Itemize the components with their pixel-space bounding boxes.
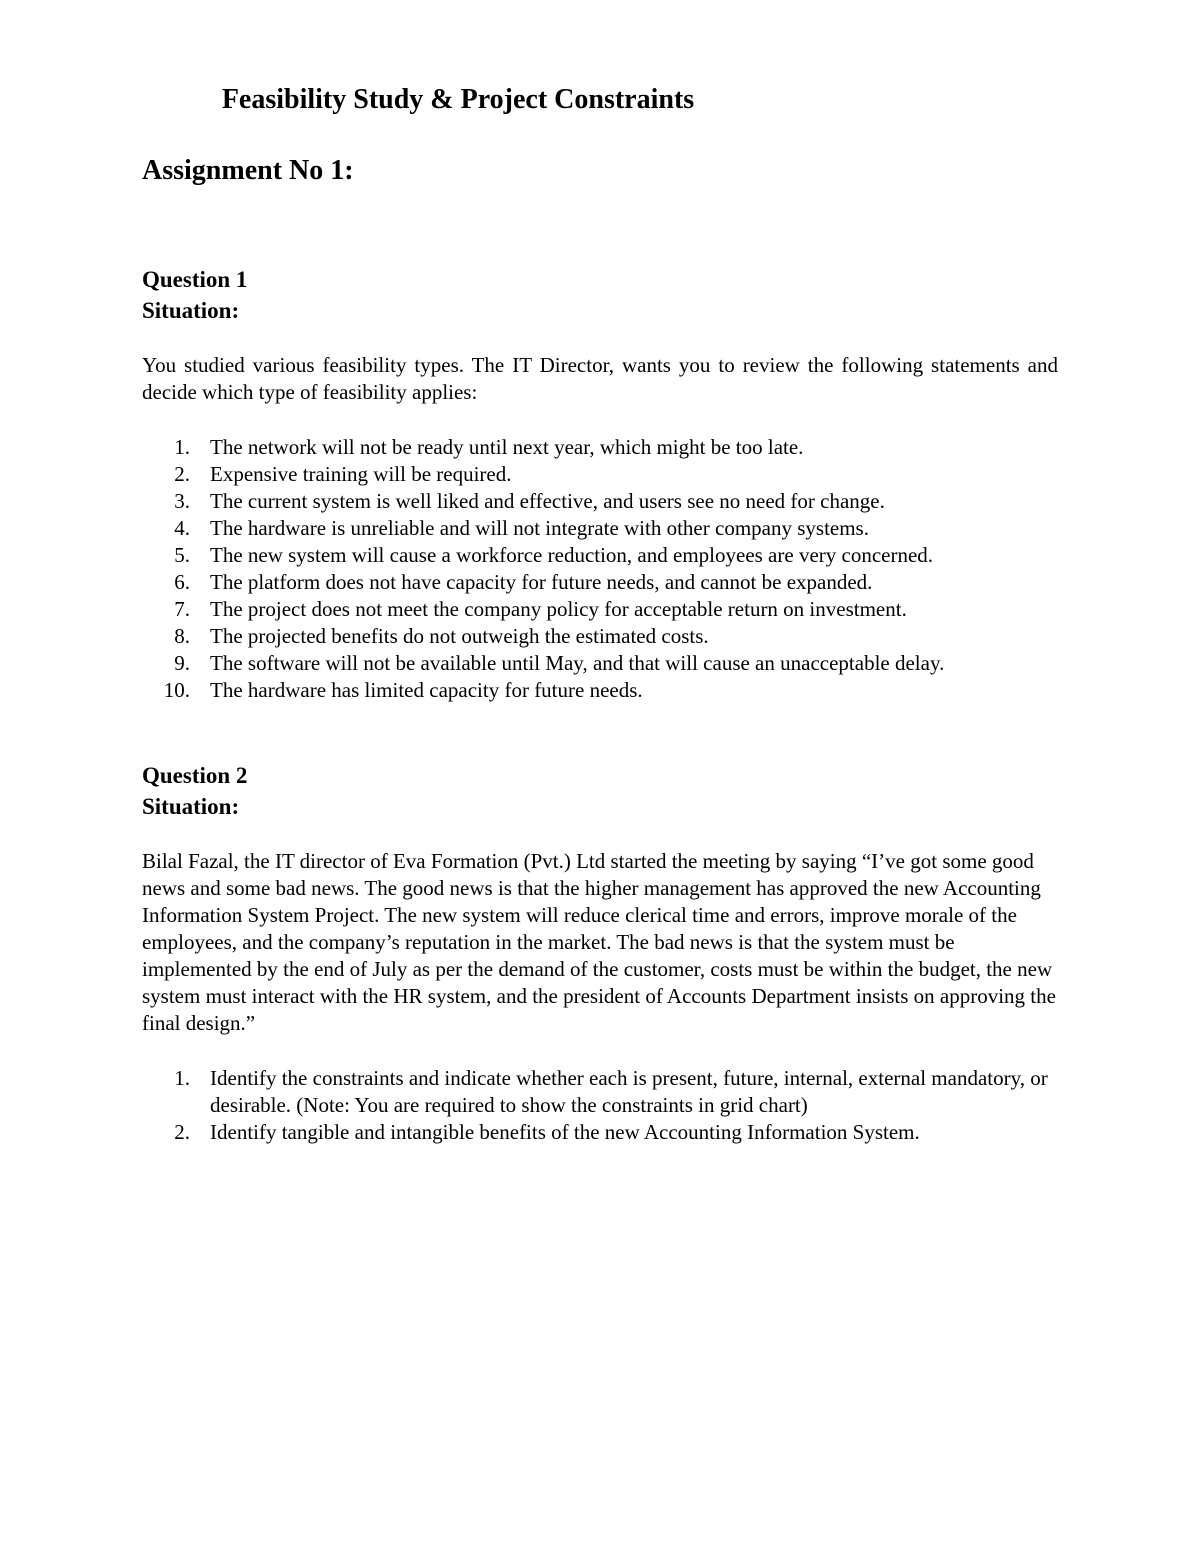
list-item <box>142 623 1058 650</box>
question-1-heading: Question 1 <box>142 267 248 292</box>
list-item <box>142 677 1058 704</box>
list-item-text: The new system will cause a workforce reduction, and employees are very concerned. <box>210 543 934 567</box>
list-item-number: 8. <box>174 624 190 648</box>
list-item-text: Expensive training will be required. <box>210 462 512 486</box>
list-item-number: 1. <box>174 1066 190 1090</box>
list-item-number: 7. <box>174 597 190 621</box>
question-1-intro: You studied various feasibility types. The IT Director, wants you to review the following statements and decide which type of feasibility applies: <box>142 353 1058 404</box>
question-2-situation-label: Situation: <box>142 794 240 819</box>
list-item <box>142 650 1058 677</box>
list-item <box>142 488 1058 515</box>
list-item-number: 10. <box>163 678 190 702</box>
document-title: Feasibility Study & Project Constraints <box>221 84 695 115</box>
list-item-text: The projected benefits do not outweigh the estimated costs. <box>210 624 709 648</box>
question-2-heading: Question 2 <box>142 763 248 788</box>
list-item-text: Identify tangible and intangible benefits of the new Accounting Information System. <box>210 1120 920 1144</box>
list-item-text: The network will not be ready until next year, which might be too late. <box>210 435 804 459</box>
question-1-situation-label: Situation: <box>142 298 240 323</box>
list-item-number: 3. <box>174 489 190 513</box>
question-2-intro: Bilal Fazal, the IT director of Eva Formation (Pvt.) Ltd started the meeting by saying “I’ve got some good news and some bad news. The good news is that the higher management has approved the new Accounting Information System Project. The new system will reduce clerical time and errors, improve morale of the employees, and the company’s reputation in the market. The bad news is that the system must be implemented by the end of July as per the demand of the customer, costs must be within the budget, the new system must interact with the HR system, and the president of Accounts Department insists on approving the final design.” <box>142 849 1056 1035</box>
list-item-number: 6. <box>174 570 190 594</box>
list-item-text: The project does not meet the company policy for acceptable return on investment. <box>210 597 907 621</box>
list-item-text: The hardware is unreliable and will not integrate with other company systems. <box>210 516 869 540</box>
list-item <box>142 1065 1058 1119</box>
list-item-text: The current system is well liked and effective, and users see no need for change. <box>210 489 885 513</box>
list-item-number: 1. <box>174 435 190 459</box>
assignment-heading: Assignment No 1: <box>142 155 354 186</box>
list-item-number: 2. <box>174 1120 190 1144</box>
question-2-task-list <box>142 1065 1058 1146</box>
list-item <box>142 461 1058 488</box>
list-item-text: Identify the constraints and indicate whether each is present, future, internal, external mandatory, or desirable. (Note: You are required to show the constraints in grid chart) <box>210 1066 1048 1117</box>
list-item <box>142 515 1058 542</box>
list-item-number: 2. <box>174 462 190 486</box>
question-2-heading-block <box>142 760 247 822</box>
question-1-statement-list <box>142 434 1058 704</box>
list-item <box>142 569 1058 596</box>
list-item-text: The software will not be available until May, and that will cause an unacceptable delay. <box>210 651 945 675</box>
list-item-text: The hardware has limited capacity for future needs. <box>210 678 643 702</box>
list-item <box>142 434 1058 461</box>
list-item <box>142 1119 1058 1146</box>
list-item-number: 9. <box>174 651 190 675</box>
list-item-number: 4. <box>174 516 190 540</box>
question-1-heading-block <box>142 264 247 326</box>
list-item <box>142 596 1058 623</box>
list-item-text: The platform does not have capacity for future needs, and cannot be expanded. <box>210 570 873 594</box>
list-item-number: 5. <box>174 543 190 567</box>
list-item <box>142 542 1058 569</box>
